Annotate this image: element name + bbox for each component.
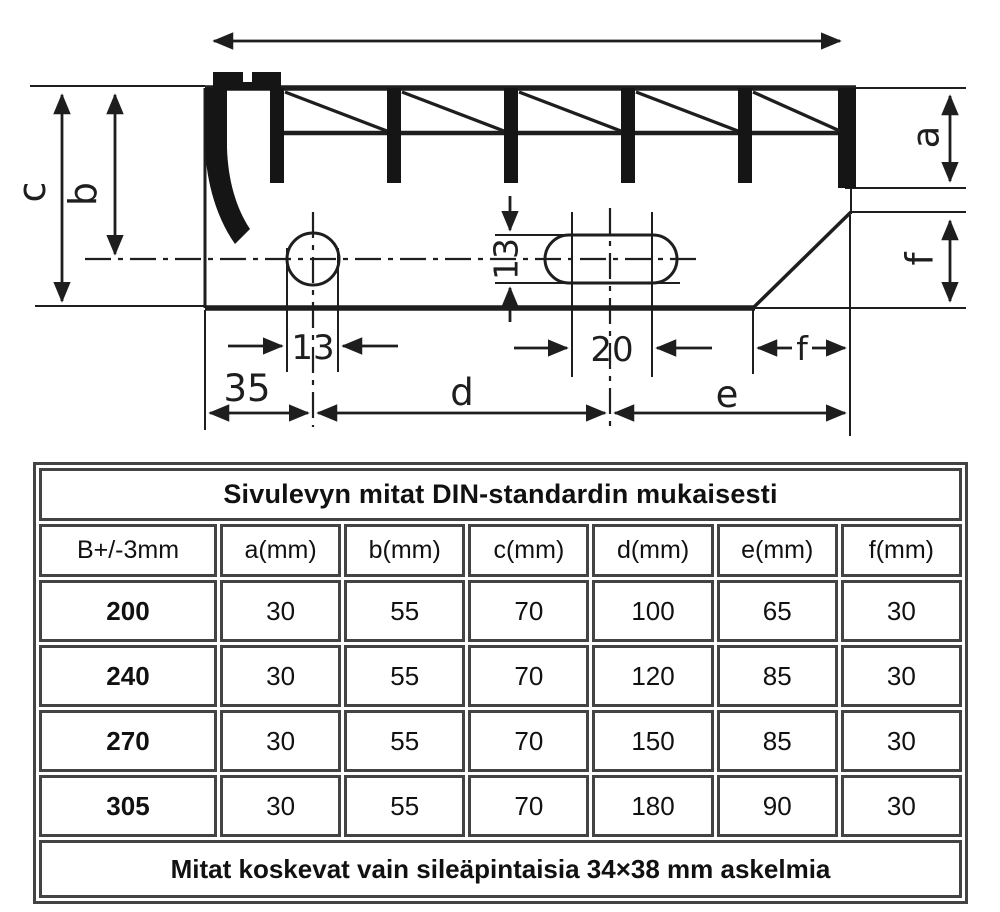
dim-label-slot-width: 20 <box>590 330 634 370</box>
cell-d: 180 <box>592 775 713 837</box>
cell-b-value: 200 <box>39 580 217 642</box>
cell-c: 70 <box>468 580 589 642</box>
nosing-body <box>205 88 250 244</box>
table-title-row <box>39 468 962 521</box>
cell-c: 70 <box>468 710 589 772</box>
table-row-240 <box>39 645 962 707</box>
table-footer-note: Mitat koskevat vain sileäpintaisia 34×38 mm askelmia <box>39 840 962 898</box>
cell-c: 70 <box>468 775 589 837</box>
cell-d: 100 <box>592 580 713 642</box>
dim-label-e: e <box>715 373 739 416</box>
cell-b: 55 <box>344 580 465 642</box>
table-row-270 <box>39 710 962 772</box>
dim-label-c: c <box>10 181 54 203</box>
cell-b: 55 <box>344 645 465 707</box>
cell-a: 30 <box>220 775 341 837</box>
cell-f: 30 <box>841 645 962 707</box>
table-footer-row <box>39 840 962 898</box>
table-row-200 <box>39 580 962 642</box>
plate-outline <box>205 88 856 308</box>
dim-label-a: a <box>904 125 948 149</box>
cell-e: 85 <box>717 645 838 707</box>
dim-label-d: d <box>450 371 474 414</box>
column-header-f: f(mm) <box>841 524 962 577</box>
cell-e: 85 <box>717 710 838 772</box>
grating-diagonals <box>285 92 840 131</box>
nosing-profile <box>205 72 281 244</box>
grating-bars <box>270 88 856 188</box>
centerlines <box>85 208 700 427</box>
dim-label-b: b <box>61 181 105 207</box>
cell-a: 30 <box>220 645 341 707</box>
dim-label-slot-height: 13 <box>486 238 526 280</box>
cell-b: 55 <box>344 710 465 772</box>
column-header-a: a(mm) <box>220 524 341 577</box>
cell-b-value: 240 <box>39 645 217 707</box>
grating-pattern <box>270 88 856 188</box>
dim-label-f-right: f <box>898 252 942 266</box>
nosing-teeth <box>213 72 281 90</box>
cell-e: 90 <box>717 775 838 837</box>
cell-c: 70 <box>468 645 589 707</box>
dim-label-hole-diameter: 13 <box>291 328 335 368</box>
din-dimension-table <box>33 462 968 904</box>
cell-b-value: 305 <box>39 775 217 837</box>
cell-f: 30 <box>841 710 962 772</box>
cell-d: 150 <box>592 710 713 772</box>
column-header-b: B+/-3mm <box>39 524 217 577</box>
column-header-b2: b(mm) <box>344 524 465 577</box>
cell-b: 55 <box>344 775 465 837</box>
table-title: Sivulevyn mitat DIN-standardin mukaisesti <box>39 468 962 521</box>
cell-f: 30 <box>841 580 962 642</box>
cell-a: 30 <box>220 710 341 772</box>
table-row-305 <box>39 775 962 837</box>
cell-b-value: 270 <box>39 710 217 772</box>
table-header-row <box>39 524 962 577</box>
dim-label-35: 35 <box>223 367 271 410</box>
cell-f: 30 <box>841 775 962 837</box>
column-header-e: e(mm) <box>717 524 838 577</box>
column-header-d: d(mm) <box>592 524 713 577</box>
cell-d: 120 <box>592 645 713 707</box>
dim-label-f-bottom: f <box>796 329 808 368</box>
cell-e: 65 <box>717 580 838 642</box>
column-header-c: c(mm) <box>468 524 589 577</box>
cell-a: 30 <box>220 580 341 642</box>
